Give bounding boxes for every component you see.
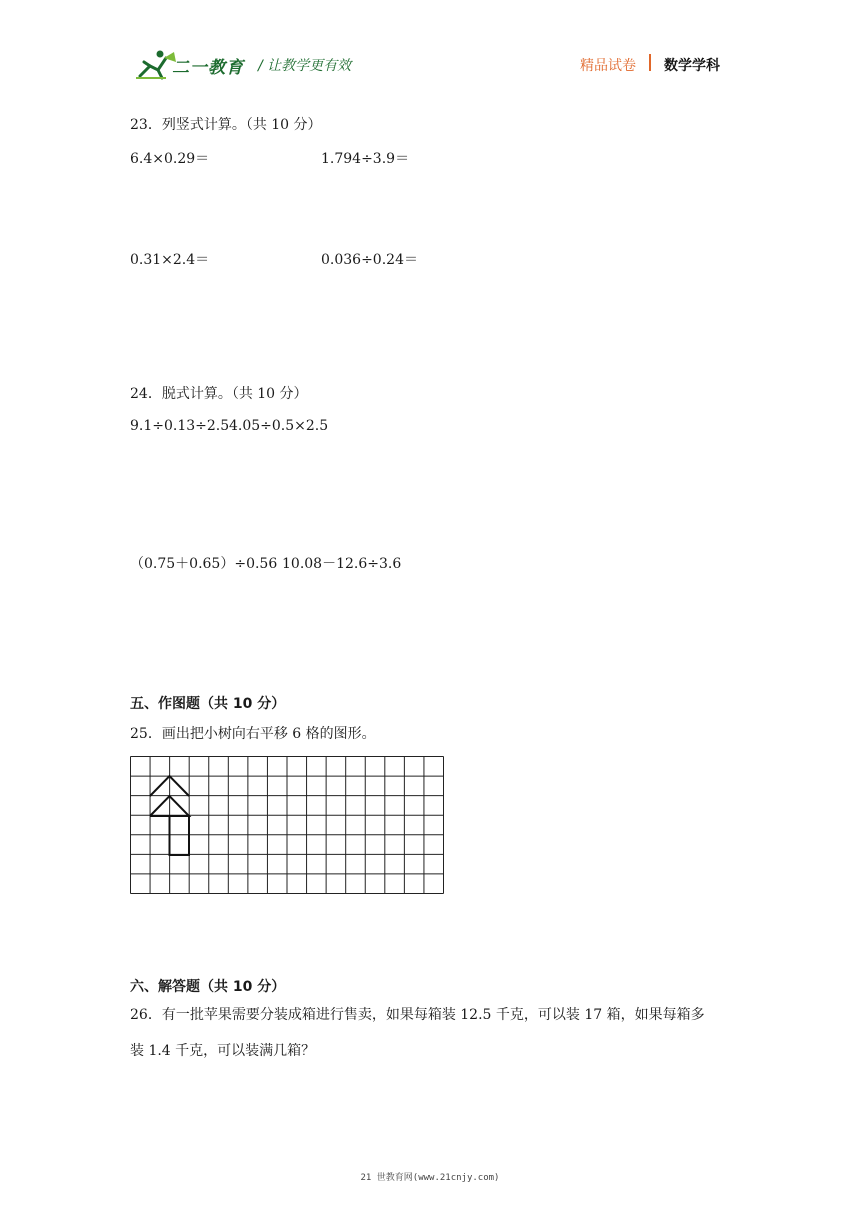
q24-expr-2: 4.05÷0.5×2.5 xyxy=(229,418,329,434)
logo-text: 二一教育 xyxy=(172,58,244,78)
q24-expr-3: （0.75＋0.65）÷0.56 xyxy=(130,556,278,572)
q24-expr-1: 9.1÷0.13÷2.5 xyxy=(130,418,230,434)
q23-item-1: 6.4×0.29＝ xyxy=(130,151,210,167)
tree-trunk xyxy=(170,816,190,855)
q26-line-2: 装 1.4 千克，可以装满几箱？ xyxy=(130,1043,316,1059)
drawing-grid xyxy=(130,756,444,894)
header-label-subject: 数学学科 xyxy=(664,58,720,74)
q24-title: 24．脱式计算。（共 10 分） xyxy=(130,386,308,402)
q23-item-4: 0.036÷0.24＝ xyxy=(321,252,418,268)
grid-lines xyxy=(131,757,444,894)
section5-title: 五、作图题（共 10 分） xyxy=(130,696,286,712)
header-label-premium: 精品试卷 xyxy=(580,58,636,74)
q26-line-1: 26．有一批苹果需要分装成箱进行售卖，如果每箱装 12.5 千克，可以装 17 箱，如果每箱多 xyxy=(130,1007,705,1023)
q25-text: 25．画出把小树向右平移 6 格的图形。 xyxy=(130,726,376,742)
slogan: / 让教学更有效 xyxy=(258,58,352,74)
q24-expr-4: 10.08－12.6÷3.6 xyxy=(282,556,402,572)
q23-title: 23．列竖式计算。（共 10 分） xyxy=(130,117,322,133)
footer: 21 世教育网(www.21cnjy.com) xyxy=(360,1173,500,1183)
header-divider xyxy=(649,54,651,71)
q23-item-2: 1.794÷3.9＝ xyxy=(321,151,410,167)
q23-item-3: 0.31×2.4＝ xyxy=(130,252,210,268)
section6-title: 六、解答题（共 10 分） xyxy=(130,979,286,995)
